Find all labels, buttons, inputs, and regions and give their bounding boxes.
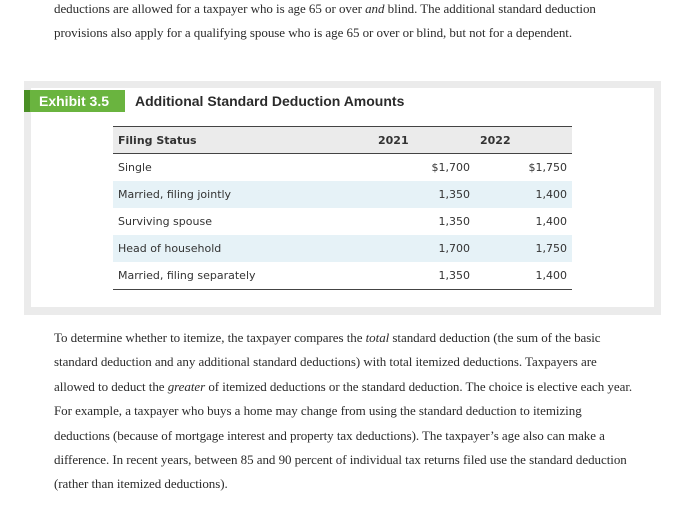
row-2022: 1,750 [475, 235, 572, 262]
table-row [113, 262, 572, 290]
row-2021: $1,700 [431, 161, 470, 174]
intro-emphasis-and: and [365, 1, 385, 16]
body-text-2: standard deduction (the sum of the basic standard deduction and any additional standard deductions) with total itemized deductions. Taxpayers are allowed to deduct the [54, 330, 601, 394]
table-row [113, 154, 572, 182]
intro-text-1: deductions are allowed for a taxpayer who is age 65 or over [54, 1, 366, 16]
intro-text-2: blind. The additional standard deduction provisions also apply for a qualifying spouse who is age 65 or over or blind, but not for a dependent. [54, 1, 596, 41]
deduction-table [113, 126, 572, 290]
row-status: Married, filing jointly [113, 181, 373, 208]
row-2022: 1,400 [475, 262, 572, 290]
row-2021: 1,350 [373, 181, 475, 208]
row-2021: 1,350 [438, 215, 470, 228]
header-filing-status: Filing Status [113, 127, 373, 154]
body-text-1: To determine whether to itemize, the taxpayer compares the [54, 330, 366, 345]
exhibit-badge-label: Exhibit 3.5 [24, 90, 125, 112]
body-text-3: of itemized deductions or the standard deduction. The choice is elective each year. For example, a taxpayer who buys a home may change from using the standard deduction to itemizing deductions (because of mortgage interest and property tax deductions). The taxpayer’s age also can make a difference. In recent years, between 85 and 90 percent of individual tax returns filed use the standard deduction (rather than itemized deductions). [54, 378, 633, 492]
row-status: Married, filing separately [113, 262, 373, 290]
row-2022: $1,750 [528, 161, 567, 174]
body-paragraph [54, 326, 634, 497]
row-status: Surviving spouse [118, 215, 212, 228]
row-status: Head of household [113, 235, 373, 262]
table-row [113, 235, 572, 262]
exhibit-content [24, 81, 661, 315]
row-2021: 1,350 [373, 262, 475, 290]
row-2021: 1,700 [373, 235, 475, 262]
intro-paragraph [54, 0, 634, 46]
header-2021: 2021 [373, 127, 475, 154]
body-emphasis-greater: greater [167, 378, 206, 394]
table-row [113, 208, 572, 235]
row-2022: 1,400 [475, 181, 572, 208]
row-2022: 1,400 [535, 215, 567, 228]
body-emphasis-total: total [365, 330, 390, 345]
table-row [113, 181, 572, 208]
table-header-row [113, 127, 572, 154]
row-status: Single [118, 161, 152, 174]
exhibit-heading: Additional Standard Deduction Amounts [135, 93, 405, 109]
header-2022: 2022 [475, 127, 572, 154]
